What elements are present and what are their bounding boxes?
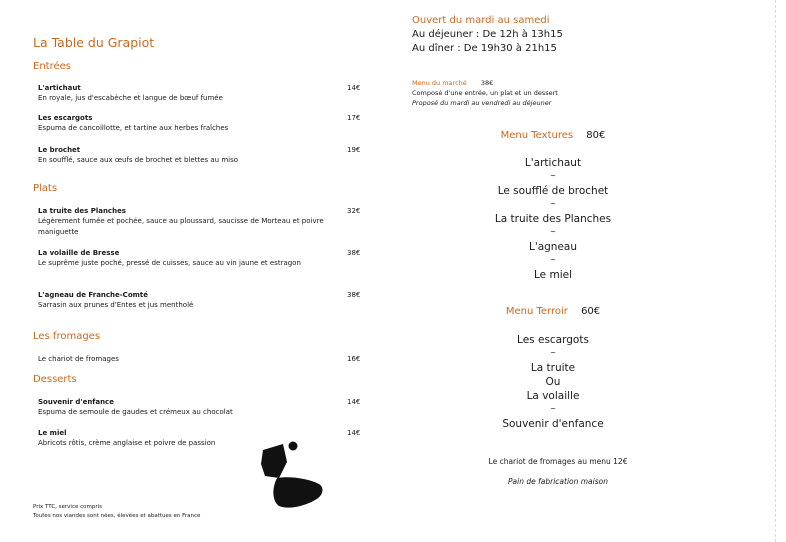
- dish-price: 19€: [347, 146, 361, 154]
- dish-description: Le chariot de fromages: [38, 355, 119, 363]
- menu-marche-price: 38€: [480, 79, 494, 87]
- lunch-hours: Au déjeuner : De 12h à 13h15: [412, 29, 563, 40]
- dish-description: Le suprême juste poché, pressé de cuisses, sauce au vin jaune et estragon: [38, 259, 301, 267]
- dish-name: Souvenir d'enfance: [38, 398, 114, 406]
- dinner-hours: Au dîner : De 19h30 à 21h15: [412, 43, 557, 54]
- menu-course: L'artichaut: [524, 157, 582, 169]
- dish-price: 38€: [347, 249, 361, 257]
- opening-days: Ouvert du mardi au samedi: [412, 15, 550, 26]
- cheese-supplement-note: Le chariot de fromages au menu 12€: [488, 457, 628, 466]
- dish-description: En royale, jus d'escabèche et langue de bœuf fumée: [38, 94, 223, 102]
- section-heading-plats: Plats: [33, 183, 58, 194]
- dish-price: 14€: [347, 429, 361, 437]
- dish-description: Espuma de semoule de gaudes et crémeux au chocolat: [38, 408, 233, 416]
- menu-marche: [412, 78, 558, 108]
- brand-logo-icon: [259, 440, 325, 514]
- dish-price: 38€: [347, 291, 361, 299]
- dish-name: La truite des Planches: [38, 207, 126, 215]
- dish-item: [38, 83, 368, 104]
- section-heading-entrees: Entrées: [33, 61, 71, 72]
- dish-name: Les escargots: [38, 114, 93, 122]
- dish-price: 17€: [347, 114, 361, 122]
- dish-description: Sarrasin aux prunes d'Entes et jus mentholé: [38, 301, 194, 309]
- dish-item: [38, 397, 368, 418]
- dish-description: Espuma de cancoillotte, et tartine aux herbes fraîches: [38, 124, 229, 132]
- menu-course: L'agneau: [528, 241, 578, 253]
- dish-name: Le miel: [38, 429, 67, 437]
- dish-item: [38, 145, 368, 166]
- footer-price-note: Prix TTC, service compris: [33, 504, 102, 510]
- section-heading-fromages: Les fromages: [33, 331, 101, 342]
- dish-description: Abricots rôtis, crème anglaise et poivre de passion: [38, 439, 216, 447]
- menu-terroir-header: [408, 306, 698, 317]
- menu-marche-label: Menu du marché: [412, 79, 467, 87]
- dish-description: Légèrement fumée et pochée, sauce au ploussard, saucisse de Morteau et poivre maniguette: [38, 217, 324, 236]
- menu-course: Le miel: [534, 269, 572, 281]
- dish-item: [38, 354, 368, 365]
- menu-textures-price: 80€: [586, 130, 606, 141]
- menu-textures-name: Menu Textures: [500, 130, 574, 141]
- page-edge-divider: [775, 0, 776, 542]
- menu-marche-availability: Proposé du mardi au vendredi au déjeuner: [412, 99, 552, 107]
- dish-price: 16€: [347, 355, 361, 363]
- dish-price: 32€: [347, 207, 361, 215]
- dish-name: L'agneau de Franche-Comté: [38, 291, 149, 299]
- menu-course: La truite des Planches: [494, 213, 612, 225]
- tilde-separator-icon: ~: [550, 172, 556, 180]
- bread-note: Pain de fabrication maison: [508, 477, 608, 486]
- tilde-separator-icon: ~: [550, 405, 556, 413]
- dish-item: [38, 113, 368, 134]
- tilde-separator-icon: ~: [550, 200, 556, 208]
- menu-marche-description: Composé d'une entrée, un plat et un dessert: [412, 89, 558, 97]
- restaurant-title: La Table du Grapiot: [33, 35, 155, 50]
- footer-meat-origin-note: Toutes nos viandes sont nées, élevées et abattues en France: [33, 513, 201, 519]
- menu-terroir-name: Menu Terroir: [505, 306, 568, 317]
- tilde-separator-icon: ~: [550, 228, 556, 236]
- dish-price: 14€: [347, 398, 361, 406]
- menu-course: Les escargots: [517, 334, 589, 346]
- tilde-separator-icon: ~: [550, 256, 556, 264]
- dish-name: La volaille de Bresse: [38, 249, 120, 257]
- dish-item: [38, 206, 368, 237]
- menu-course: La truite: [530, 362, 576, 374]
- dish-item: [38, 290, 368, 311]
- dish-price: 14€: [347, 84, 361, 92]
- dish-item: [38, 248, 368, 269]
- menu-terroir-price: 60€: [581, 306, 601, 317]
- dish-description: En soufflé, sauce aux œufs de brochet et blettes au miso: [38, 156, 239, 164]
- tilde-separator-icon: ~: [550, 349, 556, 357]
- menu-course: Le soufflé de brochet: [497, 185, 609, 197]
- menu-marche-header: [412, 78, 558, 88]
- menu-course: Souvenir d'enfance: [502, 418, 604, 430]
- menu-textures-header: [408, 130, 698, 141]
- section-heading-desserts: Desserts: [33, 374, 77, 385]
- menu-course: Ou: [545, 376, 561, 388]
- menu-course: La volaille: [526, 390, 580, 402]
- dish-name: Le brochet: [38, 146, 81, 154]
- dish-name: L'artichaut: [38, 84, 81, 92]
